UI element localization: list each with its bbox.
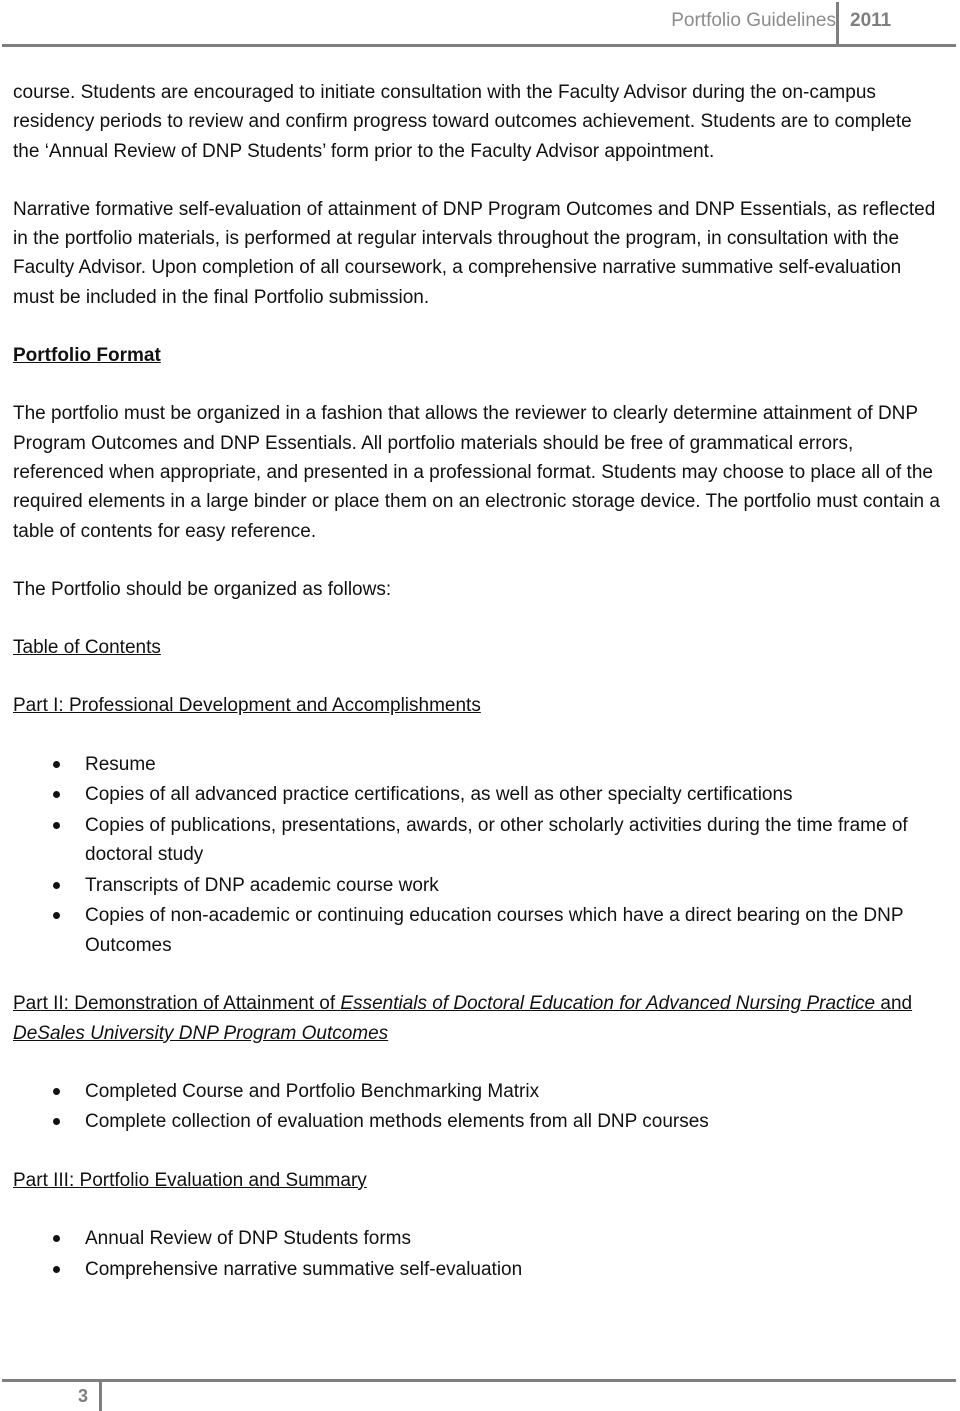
list-item: Transcripts of DNP academic course work [85, 871, 941, 901]
list-item: Copies of publications, presentations, awards, or other scholarly activities during the time frame of doctoral study [85, 811, 941, 870]
heading-part-3: Part III: Portfolio Evaluation and Summary [13, 1169, 367, 1191]
heading-part-2-a: Part II: Demonstration of Attainment of [13, 993, 341, 1015]
heading-part-2-d: DeSales University DNP Program Outcomes [13, 1022, 389, 1044]
list-item: Completed Course and Portfolio Benchmarking Matrix [85, 1077, 941, 1107]
heading-part-1: Part I: Professional Development and Accomplishments [13, 695, 481, 717]
part-2-list [13, 1077, 941, 1137]
header-rule [2, 44, 956, 47]
footer-rule [2, 1379, 956, 1382]
list-item: Copies of non-academic or continuing education courses which have a direct bearing on the DNP Outcomes [85, 901, 941, 960]
list-item: Copies of all advanced practice certifications, as well as other specialty certifications [85, 780, 941, 810]
document-body [13, 78, 941, 1313]
part-1-list [13, 750, 941, 961]
header-divider [836, 2, 839, 46]
footer-divider [99, 1380, 102, 1411]
header-title: Portfolio Guidelines [671, 10, 836, 31]
heading-part-2-c: and [875, 993, 913, 1015]
list-item: Complete collection of evaluation methods elements from all DNP courses [85, 1107, 941, 1137]
heading-portfolio-format: Portfolio Format [13, 345, 161, 367]
heading-part-2 [13, 989, 941, 1048]
part-3-list [13, 1224, 941, 1284]
paragraph-organization: The Portfolio should be organized as follows: [13, 578, 392, 600]
page-number: 3 [78, 1386, 89, 1406]
paragraph-format: The portfolio must be organized in a fashion that allows the reviewer to clearly determine attainment of DNP Program Outcomes and DNP Essentials. All portfolio materials should be free of grammatical errors, referenced when appropriate, and presented in a professional format. Students may choose to place all of the required elements in a large binder or place them on an electronic storage device. The portfolio must contain a table of contents for easy reference. [13, 403, 940, 542]
paragraph-self-evaluation: Narrative formative self-evaluation of attainment of DNP Program Outcomes and DNP Essentials, as reflected in the portfolio materials, is performed at regular intervals throughout the program, in consultation with the Faculty Advisor. Upon completion of all coursework, a comprehensive narrative summative self-evaluation must be included in the final Portfolio submission. [13, 198, 936, 308]
list-item: Resume [85, 750, 941, 780]
list-item: Annual Review of DNP Students forms [85, 1224, 941, 1254]
page-header [0, 0, 960, 48]
heading-table-of-contents: Table of Contents [13, 637, 161, 659]
paragraph-consultation: course. Students are encouraged to initiate consultation with the Faculty Advisor during the on-campus residency periods to review and confirm progress toward outcomes achievement. Students are to complete the ‘Annual Review of DNP Students’ form prior to the Faculty Advisor appointment. [13, 82, 912, 162]
heading-part-2-b: Essentials of Doctoral Education for Advanced Nursing Practice [340, 993, 876, 1015]
header-year: 2011 [850, 10, 892, 31]
list-item: Comprehensive narrative summative self-evaluation [85, 1255, 941, 1285]
